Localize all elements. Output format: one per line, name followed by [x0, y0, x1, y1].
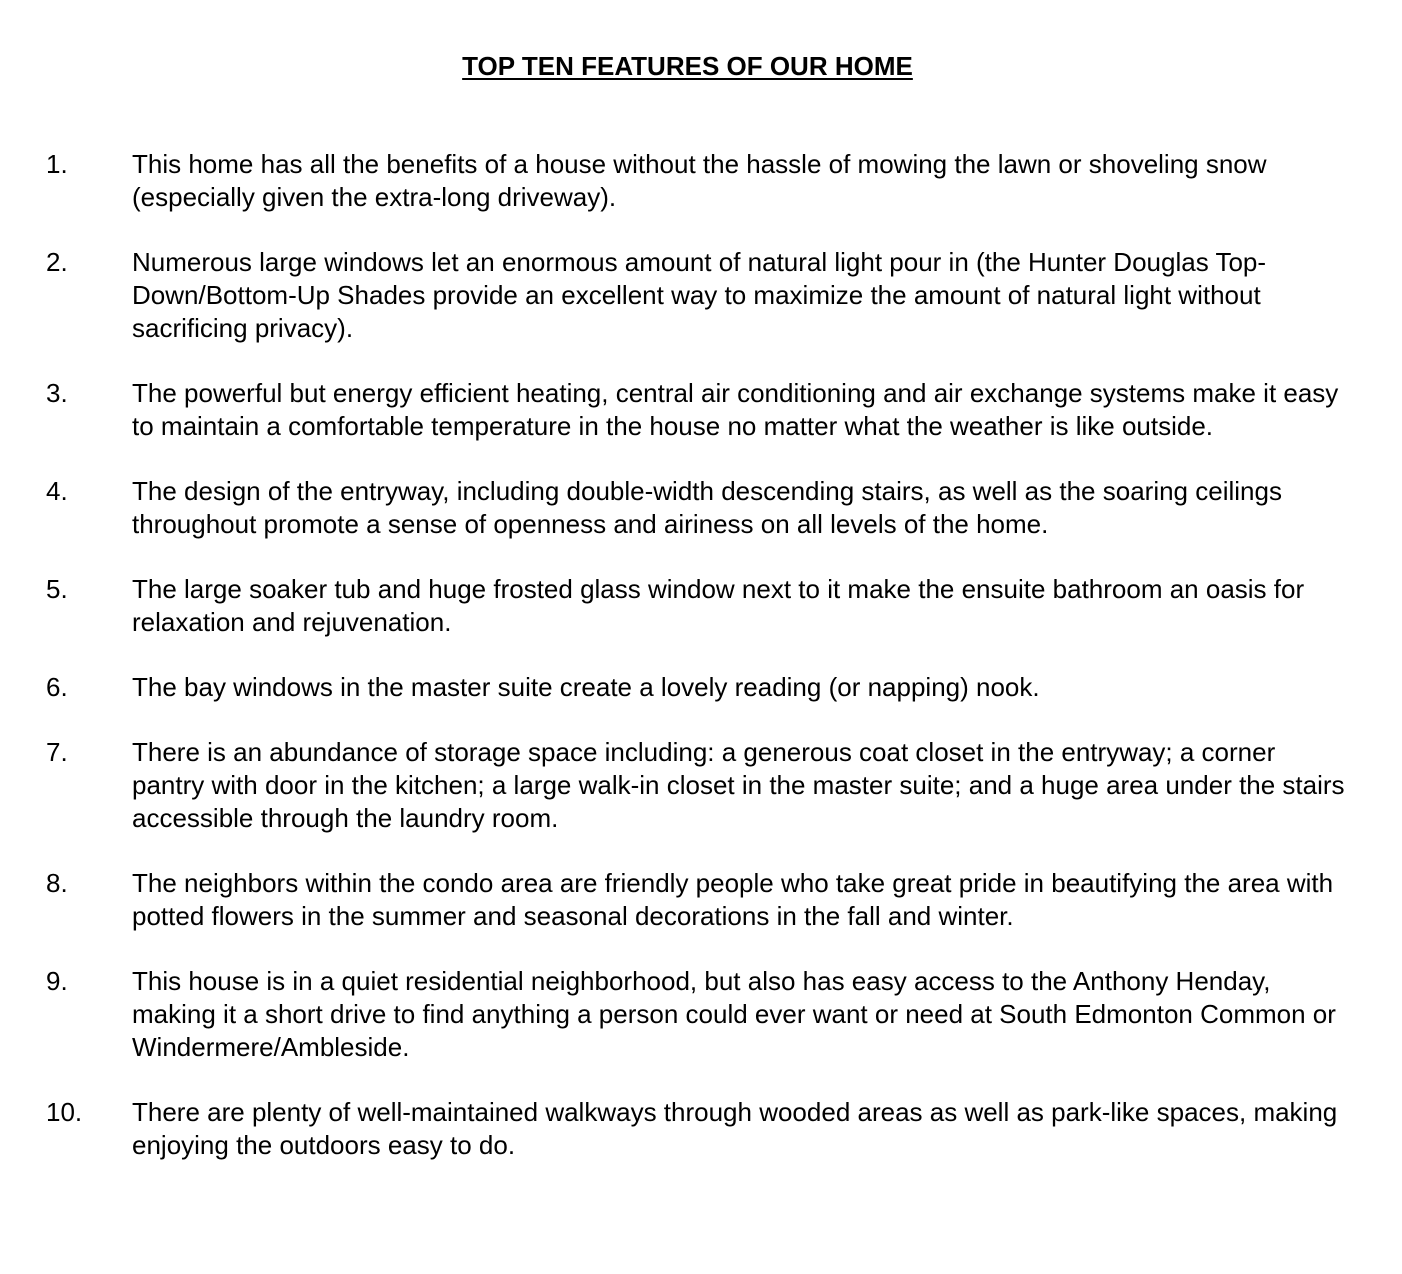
item-number: 5. — [46, 574, 68, 604]
list-item — [46, 475, 1346, 541]
item-number: 9. — [46, 966, 68, 996]
item-text: The neighbors within the condo area are friendly people who take great pride in beautifying the area with potted flowers in the summer and seasonal decorations in the fall and winter. — [132, 868, 1334, 931]
list-item — [46, 671, 1346, 704]
item-text: The powerful but energy efficient heating, central air conditioning and air exchange systems make it easy to maintain a comfortable temperature in the house no matter what the weather is like outside. — [132, 378, 1339, 441]
feature-list — [46, 148, 1346, 1194]
item-text: There are plenty of well-maintained walkways through wooded areas as well as park-like spaces, making enjoying the outdoors easy to do. — [132, 1097, 1338, 1160]
list-item — [46, 965, 1346, 1064]
list-item — [46, 377, 1346, 443]
item-number: 10. — [46, 1097, 83, 1127]
list-item — [46, 246, 1346, 345]
item-number: 2. — [46, 247, 68, 277]
list-item — [46, 867, 1346, 933]
item-number: 4. — [46, 476, 68, 506]
item-number: 8. — [46, 868, 68, 898]
item-text: The large soaker tub and huge frosted glass window next to it make the ensuite bathroom an oasis for relaxation and rejuvenation. — [132, 574, 1305, 637]
item-text: This home has all the benefits of a house without the hassle of mowing the lawn or shoveling snow (especially given the extra-long driveway). — [132, 149, 1267, 212]
list-item — [46, 1096, 1346, 1162]
item-text: The design of the entryway, including double-width descending stairs, as well as the soaring ceilings throughout promote a sense of openness and airiness on all levels of the home. — [132, 476, 1282, 539]
item-number: 6. — [46, 672, 68, 702]
item-text: This house is in a quiet residential neighborhood, but also has easy access to the Anthony Henday, making it a short drive to find anything a person could ever want or need at South Edmonton Common or Windermere/Ambleside. — [132, 966, 1336, 1062]
item-number: 1. — [46, 149, 68, 179]
item-text: There is an abundance of storage space including: a generous coat closet in the entryway; a corner pantry with door in the kitchen; a large walk-in closet in the master suite; and a huge area under the stairs accessible through the laundry room. — [132, 737, 1345, 833]
item-text: Numerous large windows let an enormous amount of natural light pour in (the Hunter Douglas Top-Down/Bottom-Up Shades provide an excellent way to maximize the amount of natural light without sacrificing privacy). — [132, 247, 1267, 343]
page-title: TOP TEN FEATURES OF OUR HOME — [462, 51, 913, 81]
item-number: 7. — [46, 737, 68, 767]
item-number: 3. — [46, 378, 68, 408]
item-text: The bay windows in the master suite create a lovely reading (or napping) nook. — [132, 672, 1040, 702]
list-item — [46, 148, 1346, 214]
list-item — [46, 736, 1346, 835]
list-item — [46, 573, 1346, 639]
